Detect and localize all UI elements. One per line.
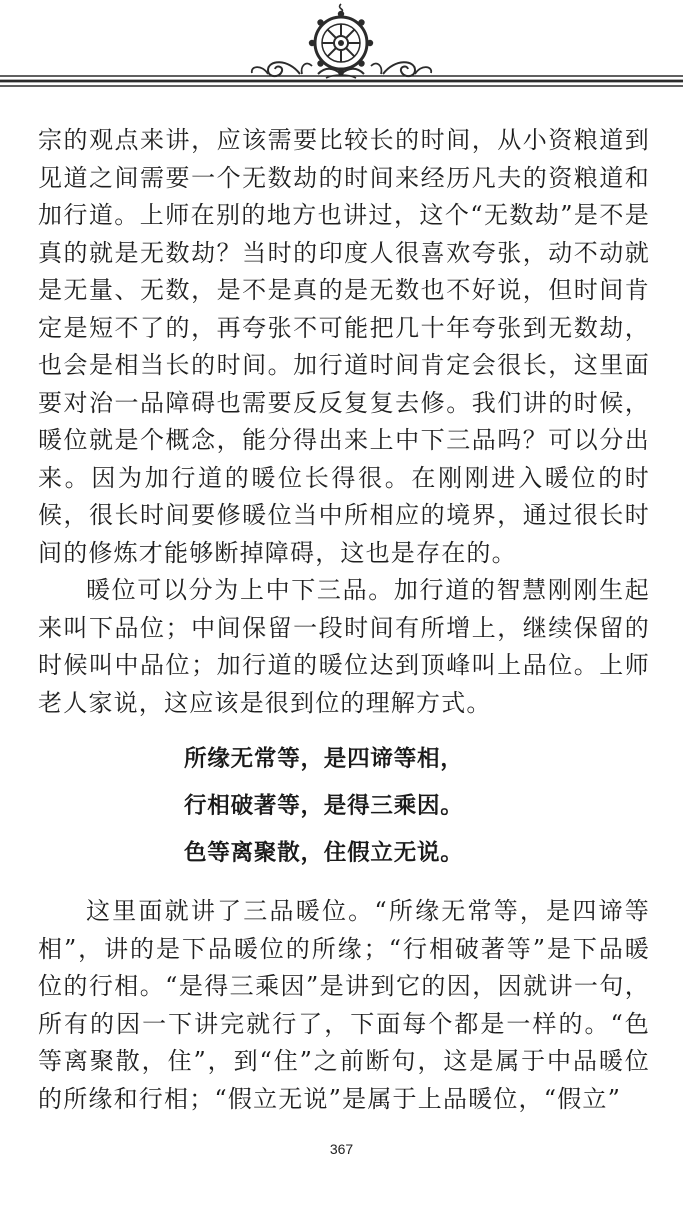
body-paragraph: 宗的观点来讲，应该需要比较长的时间，从小资粮道到见道之间需要一个无数劫的时间来经历凡夫的资粮道和加行道。上师在别的地方也讲过，这个“无数劫”是不是真的就是无数劫？当时的印度人很喜欢夸张，动不动就是无量、无数，是不是真的是无数也不好说，但时间肯定是短不了的，再夸张不可能把几十年夸张到无数劫，也会是相当长的时间。加行道时间肯定会很长，这里面要对治一品障碍也需要反反复复去修。我们讲的时候，暖位就是个概念，能分得出来上中下三品吗？可以分出来。因为加行道的暖位长得很。在刚刚进入暖位的时候，很长时间要修暖位当中所相应的境界，通过很长时间的修炼才能够断掉障碍，这也是存在的。 (38, 126, 650, 567)
page-body (38, 122, 650, 1118)
verse-line: 色等离聚散，住假立无说。 (184, 840, 464, 866)
verse-line: 行相破著等，是得三乘因。 (184, 793, 464, 819)
page-number: 367 (329, 1141, 354, 1157)
page-header-ornament (0, 0, 683, 105)
body-paragraph: 这里面就讲了三品暖位。“所缘无常等，是四谛等相”，讲的是下品暖位的所缘；“行相破著等”是下品暖位的行相。“是得三乘因”是讲到它的因，因就讲一句，所有的因一下讲完就行了，下面每个都是一样的。“色等离聚散，住”，到“住”之前断句，这是属于中品暖位的所缘和行相；“假立无说”是属于上品暖位，“假立” (38, 897, 650, 1113)
body-paragraph: 暖位可以分为上中下三品。加行道的智慧刚刚生起来叫下品位；中间保留一段时间有所增上，继续保留的时候叫中品位；加行道的暖位达到顶峰叫上品位。上师老人家说，这应该是很到位的理解方式。 (38, 576, 650, 717)
verse-line: 所缘无常等，是四谛等相， (184, 746, 464, 772)
verse-block (38, 736, 650, 877)
dharma-wheel-icon (0, 0, 683, 105)
